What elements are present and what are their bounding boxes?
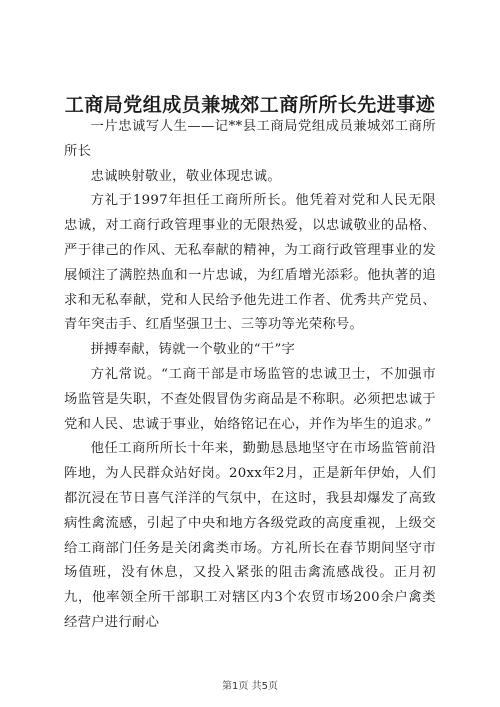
paragraph-quote: 方礼常说。“工商干部是市场监管的忠诚卫士，不加强市场监管是失职，不查处假冒伪劣商品是不称职。必须把忠诚于党和人民、忠诚于事业，始络铭记在心，并作为毕生的追求。” — [64, 366, 436, 432]
document-body — [64, 115, 436, 636]
paragraph-subtitle: 一片忠诚写人生——记**县工商局党组成员兼城郊工商所所长 — [64, 119, 436, 159]
page-number-footer: 第1页 共5页 — [222, 681, 278, 692]
paragraph-motto: 忠诚映射敬业，敬业体现忠诚。 — [90, 168, 281, 184]
document-title: 工商局党组成员兼城郊工商所所长先进事迹 — [64, 94, 436, 116]
paragraph-section-heading: 拼搏奉献，铸就一个敬业的“干”字 — [90, 342, 296, 358]
paragraph-story: 他任工商所所长十年来，勤勤恳恳地坚守在市场监管前沿阵地，为人民群众站好岗。20xx年2月，正是新年伊始，人们都沉浸在节日喜气洋洋的气氛中，在这时，我县却爆发了高致病性禽流感，引起了中央和地方各级党政的高度重视，上级交给工商部门任务是关闭禽类市场。方礼所长在春节期间坚守市场值班，没有休息，又投入紧张的阻击禽流感战役。正月初九，他率领全所干部职工对辖区内3个农贸市场200余户禽类经营户进行耐心 — [64, 441, 436, 630]
paragraph-intro: 方礼于1997年担任工商所所长。他凭着对党和人民无限忠诚，对工商行政管理事业的无限热爱，以忠诚敬业的品格、严于律己的作风、无私奉献的精神，为工商行政管理事业的发展倾注了满腔热血和一片忠诚，为红盾增光添彩。他执著的追求和无私奉献，党和人民给予他先进工作者、优秀共产党员、青年突击手、红盾坚强卫士、三等功等光荣称号。 — [64, 193, 436, 333]
